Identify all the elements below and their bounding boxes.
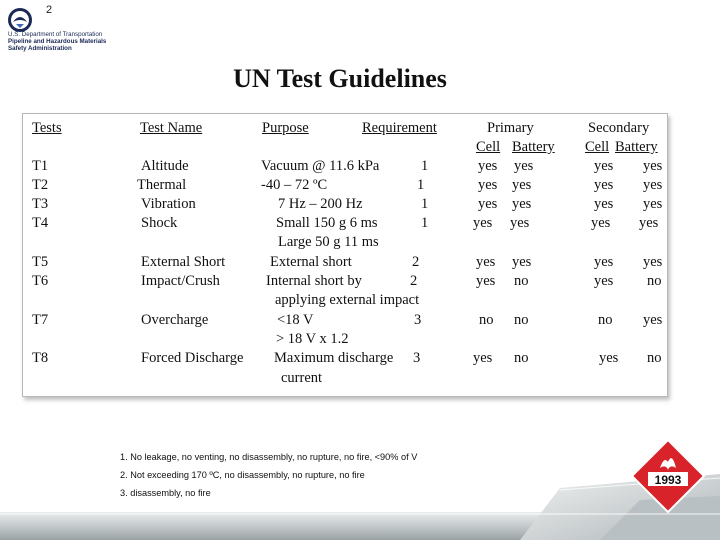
agency-line-2: Pipeline and Hazardous Materials [8,38,107,45]
cell-req-t3: 1 [421,196,429,212]
cell-test-t7: T7 [32,312,49,328]
header-primary-battery: Battery [512,139,555,155]
header-secondary: Secondary [588,120,650,136]
cell-pcell-t8: yes [473,350,493,366]
cell-name-t7: Overcharge [141,312,209,328]
header-secondary-cell: Cell [585,139,610,155]
cell-purpose2-t6: applying external impact [275,292,420,308]
cell-pbatt-t4: yes [510,215,530,231]
agency-line-3: Safety Administration [8,45,72,52]
header-requirement: Requirement [362,120,437,136]
cell-req-t5: 2 [412,254,420,270]
cell-pcell-t7: no [479,312,494,328]
cell-purpose-t8: Maximum discharge [274,350,394,366]
svg-text:1993: 1993 [654,473,682,487]
header-primary: Primary [487,120,534,136]
cell-purpose-t2: -40 – 72 ºC [261,177,328,193]
cell-purpose-t5: External short [270,254,352,270]
cell-test-t2: T2 [32,177,49,193]
cell-pbatt-t8: no [514,350,529,366]
cell-purpose-t3: 7 Hz – 200 Hz [278,196,363,212]
header-tests: Tests [32,120,62,136]
cell-name-t4: Shock [141,215,178,231]
agency-line-1: U.S. Department of Transportation [8,31,103,38]
cell-test-t8: T8 [32,350,49,366]
cell-pbatt-t6: no [514,273,529,289]
cell-test-t3: T3 [32,196,49,212]
cell-test-t6: T6 [32,273,49,289]
cell-pcell-t2: yes [478,177,498,193]
cell-purpose2-t7: > 18 V x 1.2 [276,331,349,347]
cell-req-t8: 3 [413,350,421,366]
cell-scell-t3: yes [594,196,614,212]
cell-scell-t5: yes [594,254,614,270]
cell-pbatt-t2: yes [512,177,532,193]
cell-name-t2: Thermal [137,177,187,193]
cell-sbatt-t2: yes [643,177,663,193]
cell-pcell-t1: yes [478,158,498,174]
slide-title: UN Test Guidelines [233,64,447,93]
cell-sbatt-t6: no [647,273,662,289]
header-primary-cell: Cell [476,139,501,155]
cell-purpose-t7: <18 V [277,312,314,328]
cell-scell-t4: yes [591,215,611,231]
cell-scell-t6: yes [594,273,614,289]
cell-purpose-t1: Vacuum @ 11.6 kPa [261,158,380,174]
cell-test-t1: T1 [32,158,49,174]
cell-pbatt-t3: yes [512,196,532,212]
cell-test-t5: T5 [32,254,49,270]
cell-req-t1: 1 [421,158,429,174]
cell-purpose2-t8: current [281,370,323,386]
cell-pcell-t6: yes [476,273,496,289]
cell-pbatt-t7: no [514,312,529,328]
cell-scell-t2: yes [594,177,614,193]
cell-pbatt-t1: yes [514,158,534,174]
cell-name-t8: Forced Discharge [141,350,244,366]
cell-sbatt-t7: yes [643,312,663,328]
cell-name-t5: External Short [141,254,226,270]
cell-sbatt-t5: yes [643,254,663,270]
cell-scell-t8: yes [599,350,619,366]
cell-purpose2-t4: Large 50 g 11 ms [278,234,379,250]
header-test-name: Test Name [140,120,203,136]
cell-req-t2: 1 [417,177,425,193]
note-2: 2. Not exceeding 170 ºC, no disassembly, no rupture, no fire [120,470,365,480]
requirement-notes [120,448,417,502]
cell-sbatt-t3: yes [643,196,663,212]
cell-name-t3: Vibration [141,196,196,212]
cell-pcell-t5: yes [476,254,496,270]
cell-req-t7: 3 [414,312,422,328]
cell-req-t6: 2 [410,273,418,289]
cell-name-t1: Altitude [141,158,189,174]
cell-pcell-t4: yes [473,215,493,231]
header-purpose: Purpose [262,120,309,136]
cell-pcell-t3: yes [478,196,498,212]
cell-req-t4: 1 [421,215,429,231]
header-secondary-battery: Battery [615,139,658,155]
note-1: 1. No leakage, no venting, no disassembly, no rupture, no fire, <90% of V [120,452,418,462]
cell-sbatt-t4: yes [639,215,659,231]
cell-sbatt-t1: yes [643,158,663,174]
note-3: 3. disassembly, no fire [120,488,211,498]
cell-pbatt-t5: yes [512,254,532,270]
cell-purpose-t6: Internal short by [266,273,362,289]
cell-test-t4: T4 [32,215,49,231]
page-number: 2 [46,4,53,16]
cell-scell-t1: yes [594,158,614,174]
cell-scell-t7: no [598,312,613,328]
cell-purpose-t4: Small 150 g 6 ms [276,215,378,231]
cell-name-t6: Impact/Crush [141,273,220,289]
cell-sbatt-t8: no [647,350,662,366]
